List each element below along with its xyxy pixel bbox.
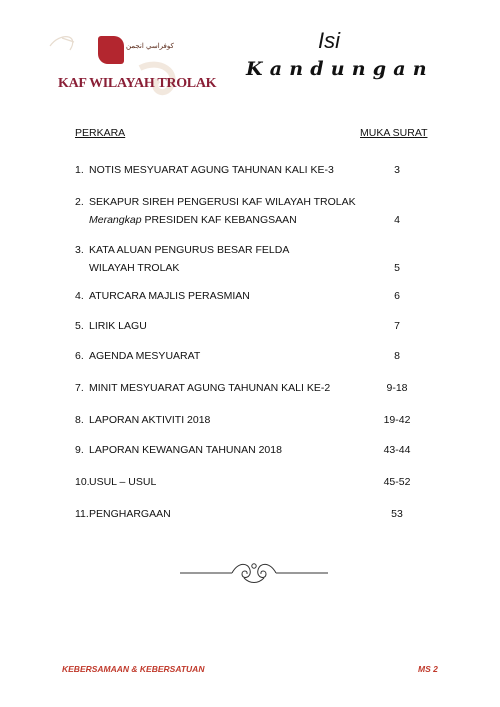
toc-entry-number: 6. bbox=[75, 350, 84, 362]
footer-motto: KEBERSAMAAN & KEBERSATUAN bbox=[62, 664, 205, 674]
toc-entry-subtitle: Merangkap PRESIDEN KAF KEBANGSAAN bbox=[89, 214, 297, 226]
logo-name: KAF WILAYAH TROLAK bbox=[58, 76, 217, 91]
column-header-perkara: PERKARA bbox=[75, 127, 126, 139]
ornamental-divider-icon bbox=[180, 556, 328, 586]
toc-entry-title: USUL – USUL bbox=[89, 476, 157, 488]
toc-entry-number: 8. bbox=[75, 414, 84, 426]
toc-entry-page: 9-18 bbox=[386, 382, 408, 394]
kaf-logo bbox=[40, 28, 217, 108]
toc-entry-title: PENGHARGAAN bbox=[89, 508, 171, 520]
toc-entry-number: 4. bbox=[75, 290, 84, 302]
toc-entry-page: 53 bbox=[391, 508, 403, 520]
toc-entry-title: LIRIK LAGU bbox=[89, 320, 147, 332]
toc-entry-title: ATURCARA MAJLIS PERASMIAN bbox=[89, 290, 250, 302]
toc-entry-number: 7. bbox=[75, 382, 84, 394]
footer-page-number: MS 2 bbox=[418, 664, 438, 674]
toc-entry-number: 3. bbox=[75, 244, 84, 256]
toc-entry-page: 3 bbox=[394, 164, 400, 176]
toc-entry-number: 5. bbox=[75, 320, 84, 332]
toc-entry-page: 6 bbox=[394, 290, 400, 302]
page-title-isi: Isi bbox=[318, 28, 340, 53]
page-title-kandungan: Kandungan bbox=[246, 58, 434, 80]
toc-entry-number: 1. bbox=[75, 164, 84, 176]
toc-entry-page: 43-44 bbox=[383, 444, 411, 456]
logo-script-text: كوفراسي انجمن bbox=[126, 42, 174, 50]
toc-entry-number: 9. bbox=[75, 444, 84, 456]
toc-entry-page: 7 bbox=[394, 320, 400, 332]
toc-entry-page: 19-42 bbox=[383, 414, 411, 426]
toc-entry-title: LAPORAN KEWANGAN TAHUNAN 2018 bbox=[89, 444, 282, 456]
toc-entry-title: KATA ALUAN PENGURUS BESAR FELDA bbox=[89, 244, 290, 256]
toc-entry-page: 5 bbox=[394, 262, 400, 274]
toc-entry-title: MINIT MESYUARAT AGUNG TAHUNAN KALI KE-2 bbox=[89, 382, 331, 394]
toc-entry-title: NOTIS MESYUARAT AGUNG TAHUNAN KALI KE-3 bbox=[89, 164, 334, 176]
toc-entry-title: AGENDA MESYUARAT bbox=[89, 350, 201, 362]
column-header-muka-surat: MUKA SURAT bbox=[360, 127, 428, 139]
toc-entry-page: 4 bbox=[394, 214, 400, 226]
toc-entry-number: 2. bbox=[75, 196, 84, 208]
toc-entry-title: LAPORAN AKTIVITI 2018 bbox=[89, 414, 211, 426]
toc-entry-page: 8 bbox=[394, 350, 400, 362]
toc-entry-title: SEKAPUR SIREH PENGERUSI KAF WILAYAH TROLAK bbox=[89, 196, 356, 208]
toc-entry-number: 11. bbox=[75, 508, 89, 520]
toc-entry-number: 10. bbox=[75, 476, 90, 488]
toc-entry-title: WILAYAH TROLAK bbox=[89, 262, 180, 274]
logo-mark-icon bbox=[98, 36, 124, 64]
toc-entry-page: 45-52 bbox=[383, 476, 411, 488]
